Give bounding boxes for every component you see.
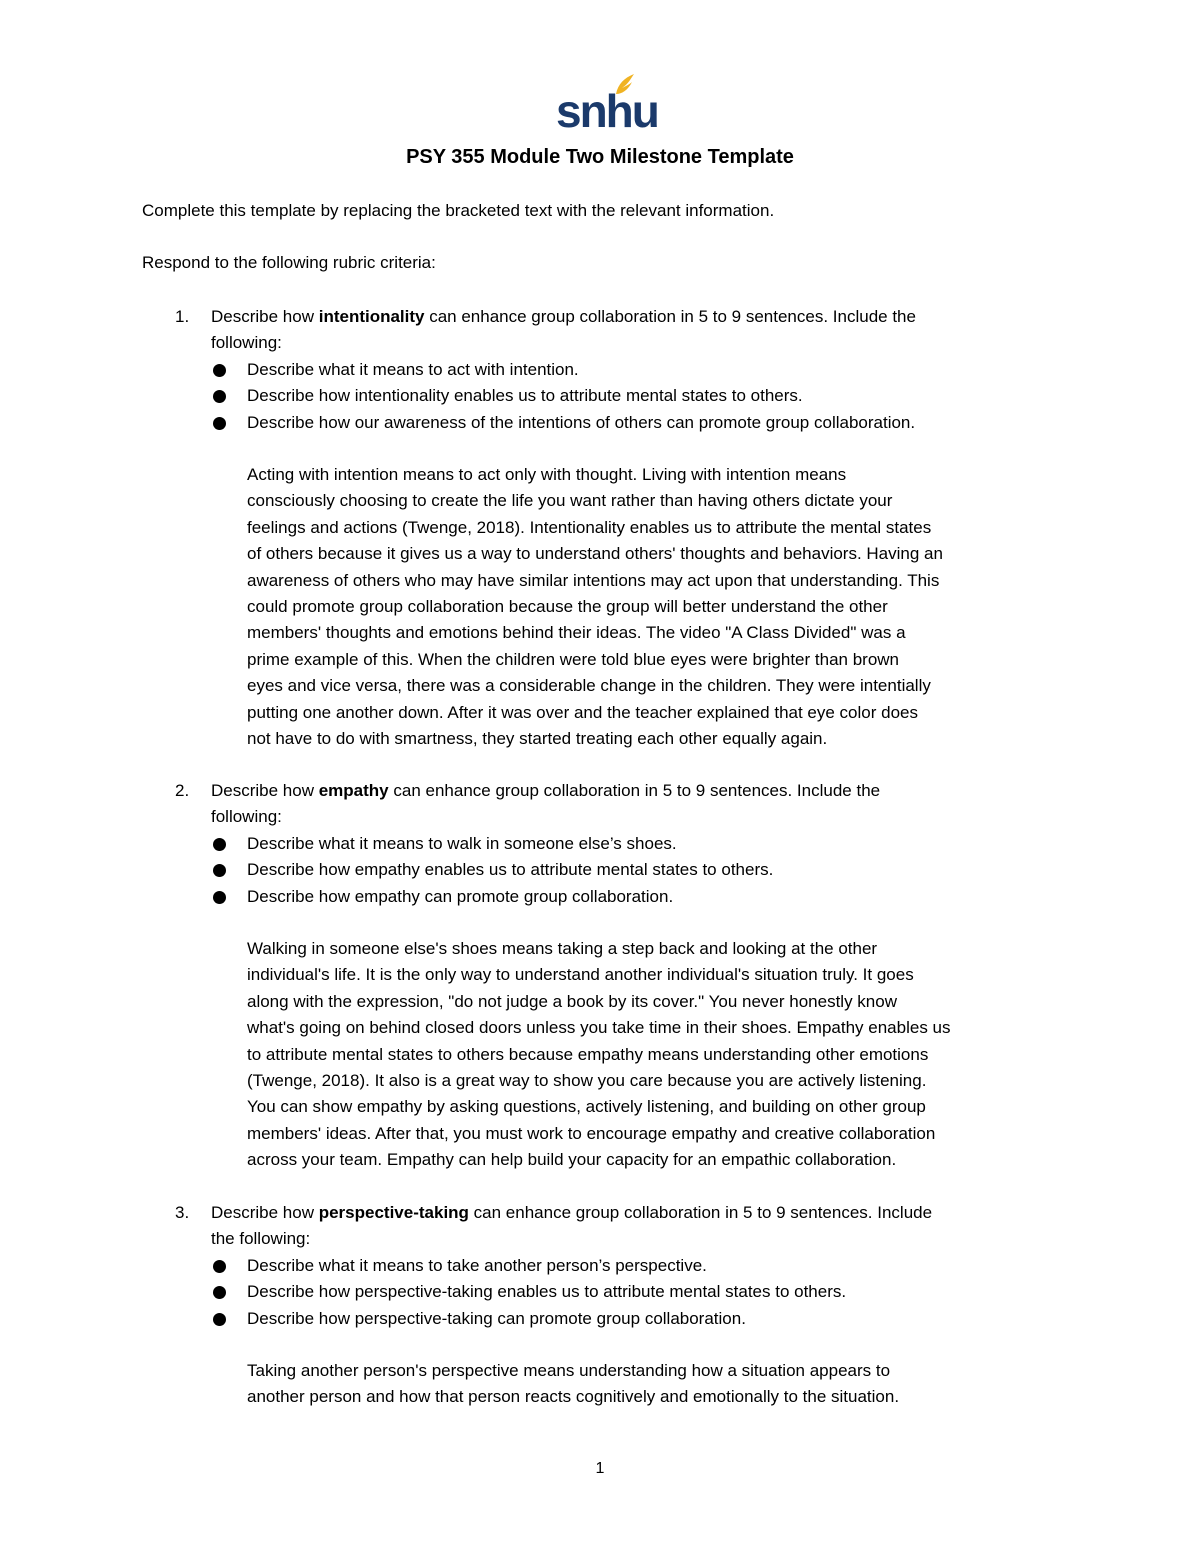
- list-item: Describe what it means to walk in someone else’s shoes.: [211, 831, 1061, 857]
- list-item: Describe how intentionality enables us to attribute mental states to others.: [211, 383, 1061, 409]
- bullet-icon: [213, 1260, 226, 1273]
- page-number: 1: [595, 1460, 605, 1477]
- answer-2: Walking in someone else's shoes means taking a step back and looking at the other individual's life. It is the only way to understand another individual's situation truly. It goes along with the expression, "do not judge a book by its cover." You never honestly know what's going on behind closed doors unless you take time in their shoes. Empathy enables us to attribute mental states to others because empathy means understanding other emotions (Twenge, 2018). It also is a great way to show you care because you are actively listening. You can show empathy by asking questions, actively listening, and building on other group members' ideas. After that, you must work to encourage empathy and creative collaboration across your team. Empathy can help build your capacity for an empathic collaboration.: [247, 939, 951, 1170]
- bullet-icon: [213, 1313, 226, 1326]
- respond-text: Respond to the following rubric criteria:: [142, 253, 436, 272]
- question-prompt: Describe how empathy can enhance group collaboration in 5 to 9 sentences. Include the following:: [211, 781, 881, 827]
- bullet-icon: [213, 838, 226, 851]
- question-number: 3.: [175, 1203, 190, 1222]
- bullet-list: [211, 831, 1061, 910]
- bullet-icon: [213, 891, 226, 904]
- answer-3: Taking another person's perspective means understanding how a situation appears to another person and how that person reacts cognitively and emotionally to the situation.: [247, 1361, 900, 1407]
- question-number: 1.: [175, 307, 190, 326]
- bullet-icon: [213, 364, 226, 377]
- intro-text: Complete this template by replacing the bracketed text with the relevant information.: [142, 201, 775, 220]
- key-term: intentionality: [318, 307, 425, 326]
- snhu-logo: [556, 72, 658, 137]
- logo-wordmark: snhu: [556, 85, 658, 137]
- list-item: Describe how perspective-taking enables us to attribute mental states to others.: [211, 1279, 1061, 1305]
- question-prompt: Describe how intentionality can enhance group collaboration in 5 to 9 sentences. Include the following:: [211, 307, 916, 353]
- list-item: Describe how perspective-taking can promote group collaboration.: [211, 1306, 1061, 1332]
- key-term: perspective-taking: [318, 1203, 469, 1222]
- list-item: Describe what it means to act with intention.: [211, 357, 1061, 383]
- key-term: empathy: [318, 781, 389, 800]
- answer-1: Acting with intention means to act only with thought. Living with intention means consciously choosing to create the life you want rather than having others dictate your feelings and actions (Twenge, 2018). Intentionality enables us to attribute the mental states of others because it gives us a way to understand others' thoughts and behaviors. Having an awareness of others who may have similar intentions may act upon that understanding. This could promote group collaboration because the group will better understand the other members' thoughts and emotions behind their ideas. The video "A Class Divided" was a prime example of this. When the children were told blue eyes were brighter than brown eyes and vice versa, there was a considerable change in the children. They were intentially putting one another down. After it was over and the teacher explained that eye color does not have to do with smartness, they started treating each other equally again.: [247, 465, 943, 749]
- page-title: PSY 355 Module Two Milestone Template: [406, 146, 794, 168]
- question-number: 2.: [175, 781, 190, 800]
- bullet-icon: [213, 390, 226, 403]
- list-item: Describe how our awareness of the intentions of others can promote group collaboration.: [211, 410, 1061, 436]
- list-item: Describe how empathy can promote group collaboration.: [211, 884, 1061, 910]
- bullet-icon: [213, 1286, 226, 1299]
- list-item: Describe what it means to take another person’s perspective.: [211, 1253, 1061, 1279]
- bullet-icon: [213, 864, 226, 877]
- bullet-list: [211, 1253, 1061, 1332]
- question-prompt: Describe how perspective-taking can enhance group collaboration in 5 to 9 sentences. Include the following:: [211, 1203, 933, 1249]
- bullet-list: [211, 357, 1061, 436]
- bullet-icon: [213, 417, 226, 430]
- list-item: Describe how empathy enables us to attribute mental states to others.: [211, 857, 1061, 883]
